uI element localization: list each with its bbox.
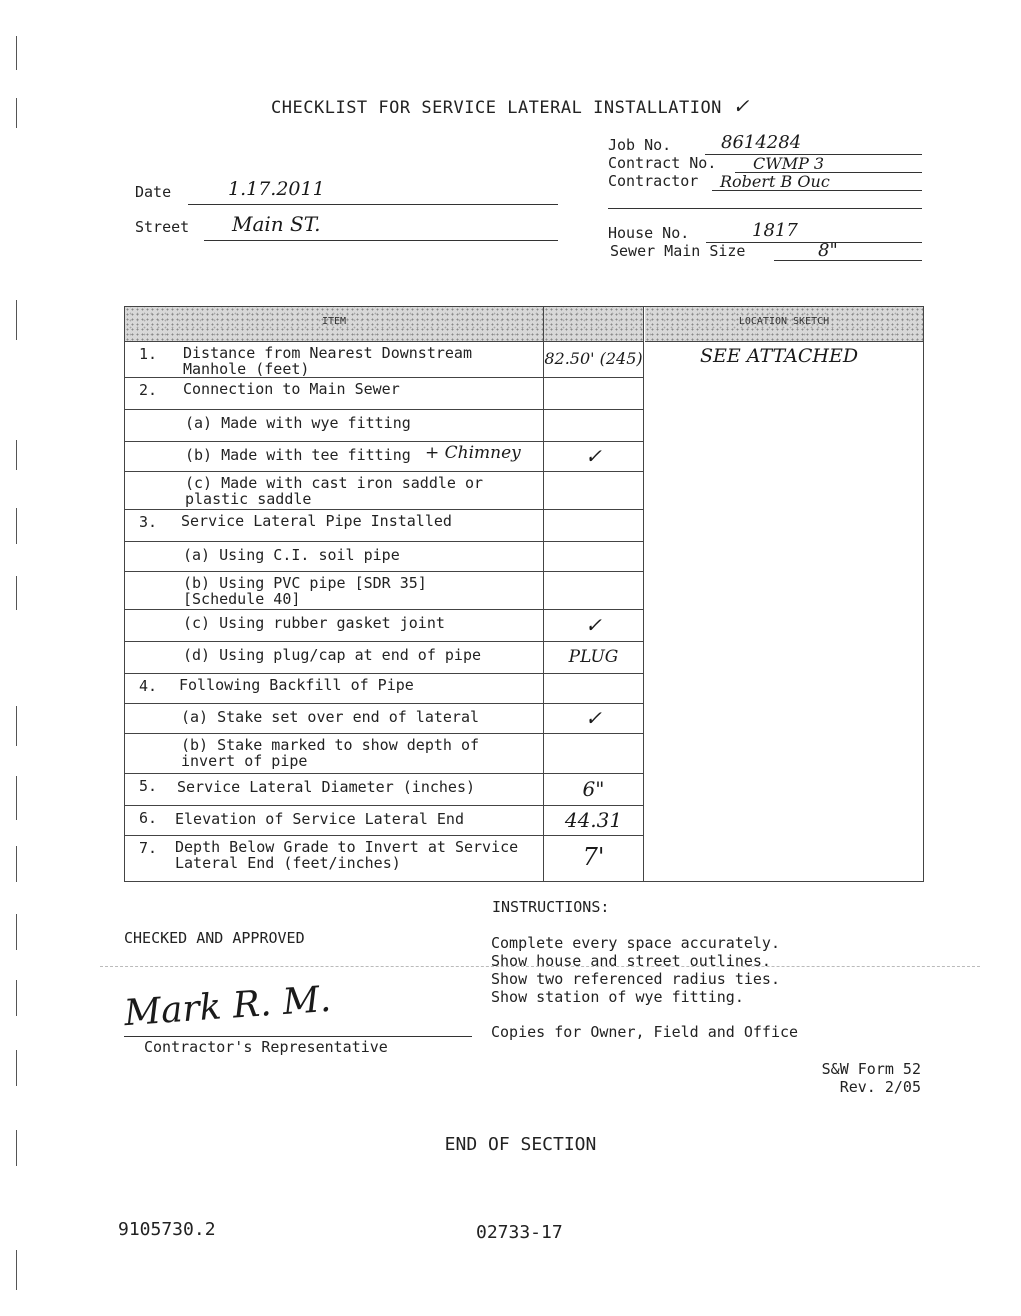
scan-margin-mark: [16, 1250, 31, 1290]
value-cell[interactable]: [544, 609, 643, 641]
job-no-value: 8614284: [721, 132, 802, 153]
table-row: [125, 471, 643, 510]
row-text: Depth Below Grade to Invert at Service Lateral End (feet/inches): [175, 838, 519, 872]
row-text: (b) Stake marked to show depth of invert of pipe: [181, 736, 480, 770]
title-text: CHECKLIST FOR SERVICE LATERAL INSTALLATION: [271, 98, 722, 118]
sketch-header: LOCATION SKETCH: [645, 307, 923, 342]
value-cell[interactable]: [544, 835, 643, 879]
divider: [544, 733, 643, 734]
scan-margin-mark: [16, 706, 31, 746]
row-text: (a) Made with wye fitting: [185, 414, 411, 432]
divider: [544, 377, 643, 378]
table-row: [125, 571, 643, 610]
column-divider: [643, 307, 644, 881]
row-text: (a) Using C.I. soil pipe: [183, 546, 400, 564]
row-number: 1.: [139, 345, 158, 363]
scan-margin-mark: [16, 914, 31, 950]
contractor-field[interactable]: [712, 170, 922, 191]
value-text: 44.31: [564, 808, 623, 832]
instructions-list: [491, 934, 780, 1006]
scan-margin-mark: [16, 36, 31, 70]
scan-margin-mark: [16, 776, 31, 820]
sewer-main-size-value: 8": [818, 240, 838, 261]
row-text: Distance from Nearest Downstream Manhole (feet): [183, 344, 472, 378]
instruction-line: Show house and street outlines.: [491, 952, 771, 970]
divider: [544, 773, 643, 774]
copies-note: Copies for Owner, Field and Office: [491, 1023, 799, 1041]
value-text: ✓: [585, 706, 602, 730]
divider: [544, 541, 643, 542]
date-value: 1.17.2011: [228, 178, 325, 200]
divider: [544, 641, 643, 642]
row-text: Service Lateral Pipe Installed: [181, 512, 452, 530]
scan-margin-mark: [16, 508, 31, 544]
page-id: 02733-17: [476, 1222, 563, 1243]
row-text: (c) Using rubber gasket joint: [183, 614, 445, 632]
value-text: 82.50' (245): [544, 349, 643, 368]
contract-no-label: Contract No.: [608, 154, 717, 172]
instruction-line: Complete every space accurately.: [491, 934, 780, 952]
scan-margin-mark: [16, 1050, 31, 1086]
row-number: 5.: [139, 777, 158, 795]
row-number: 3.: [139, 513, 158, 531]
value-cell[interactable]: [544, 805, 643, 835]
divider: [544, 609, 643, 610]
sewer-main-size-field[interactable]: [774, 240, 922, 261]
value-text: 6": [582, 777, 605, 801]
divider: [544, 673, 643, 674]
date-field[interactable]: [188, 178, 558, 205]
row-text: Connection to Main Sewer: [183, 380, 400, 398]
street-field[interactable]: [204, 212, 558, 241]
row-handwritten-note: + Chimney: [425, 443, 521, 463]
divider: [544, 703, 643, 704]
row-number: 7.: [139, 839, 158, 857]
row-number: 6.: [139, 809, 158, 827]
row-number: 2.: [139, 381, 158, 399]
signature: Mark R. M.: [122, 978, 333, 1035]
contract-no-value: CWMP 3: [753, 154, 825, 173]
value-cell[interactable]: [544, 441, 643, 471]
row-text: Service Lateral Diameter (inches): [177, 778, 476, 796]
signature-line[interactable]: [124, 1036, 472, 1037]
value-text: PLUG: [568, 647, 619, 667]
checklist-table: [124, 306, 924, 882]
instructions-heading: INSTRUCTIONS:: [492, 898, 610, 916]
item-header: ITEM: [125, 307, 543, 342]
table-row: [125, 409, 643, 442]
form-revision: Rev. 2/05: [839, 1078, 921, 1096]
contractor-value: Robert B Ouc: [720, 172, 830, 191]
value-cell[interactable]: [544, 773, 643, 805]
table-row: [125, 733, 643, 774]
table-row: [125, 377, 643, 410]
row-number: 4.: [139, 677, 158, 695]
page-title: [0, 94, 1021, 118]
table-row: [125, 541, 643, 572]
instruction-line: Show two referenced radius ties.: [491, 970, 780, 988]
contractor-label: Contractor: [608, 172, 699, 190]
row-text: Elevation of Service Lateral End: [175, 810, 464, 828]
check-mark-icon: ✓: [732, 94, 750, 118]
house-no-label: House No.: [608, 224, 690, 242]
date-label: Date: [135, 183, 172, 201]
value-text: 7': [582, 843, 605, 871]
checked-approved-label: CHECKED AND APPROVED: [124, 929, 305, 947]
sketch-note: SEE ATTACHED: [700, 345, 859, 367]
scan-margin-mark: [16, 980, 31, 1016]
value-text: ✓: [585, 613, 602, 637]
contractor-rep-label: Contractor's Representative: [144, 1038, 388, 1056]
divider: [544, 471, 643, 472]
form-number: S&W Form 52: [821, 1060, 921, 1078]
row-text: (b) Made with tee fitting: [185, 446, 411, 464]
scan-margin-mark: [16, 576, 31, 610]
scan-margin-mark: [16, 846, 31, 882]
value-text: ✓: [585, 444, 602, 468]
end-of-section: END OF SECTION: [444, 1134, 597, 1155]
value-cell[interactable]: [544, 703, 643, 733]
instruction-line: Show station of wye fitting.: [491, 988, 744, 1006]
scan-margin-mark: [16, 300, 31, 340]
divider: [544, 835, 643, 836]
street-label: Street: [135, 218, 190, 236]
divider: [544, 571, 643, 572]
row-text: (a) Stake set over end of lateral: [181, 708, 480, 726]
row-text: (c) Made with cast iron saddle or plastic saddle: [185, 474, 484, 508]
house-no-value: 1817: [752, 220, 798, 241]
row-text: (b) Using PVC pipe [SDR 35] [Schedule 40]: [183, 574, 427, 608]
divider: [544, 805, 643, 806]
street-value: Main ST.: [232, 212, 321, 236]
table-row: [125, 509, 643, 542]
divider: [544, 441, 643, 442]
row-text: (d) Using plug/cap at end of pipe: [183, 646, 482, 664]
value-cell[interactable]: [544, 341, 643, 377]
row-text: Following Backfill of Pipe: [179, 676, 414, 694]
divider: [608, 208, 922, 209]
job-no-label: Job No.: [608, 136, 672, 154]
document-id: 9105730.2: [118, 1219, 216, 1240]
sewer-main-size-label: Sewer Main Size: [610, 242, 746, 260]
value-cell[interactable]: [544, 641, 643, 673]
table-row: [125, 673, 643, 704]
value-header: [544, 307, 644, 342]
divider: [544, 509, 643, 510]
divider: [544, 409, 643, 410]
scan-margin-mark: [16, 440, 31, 470]
